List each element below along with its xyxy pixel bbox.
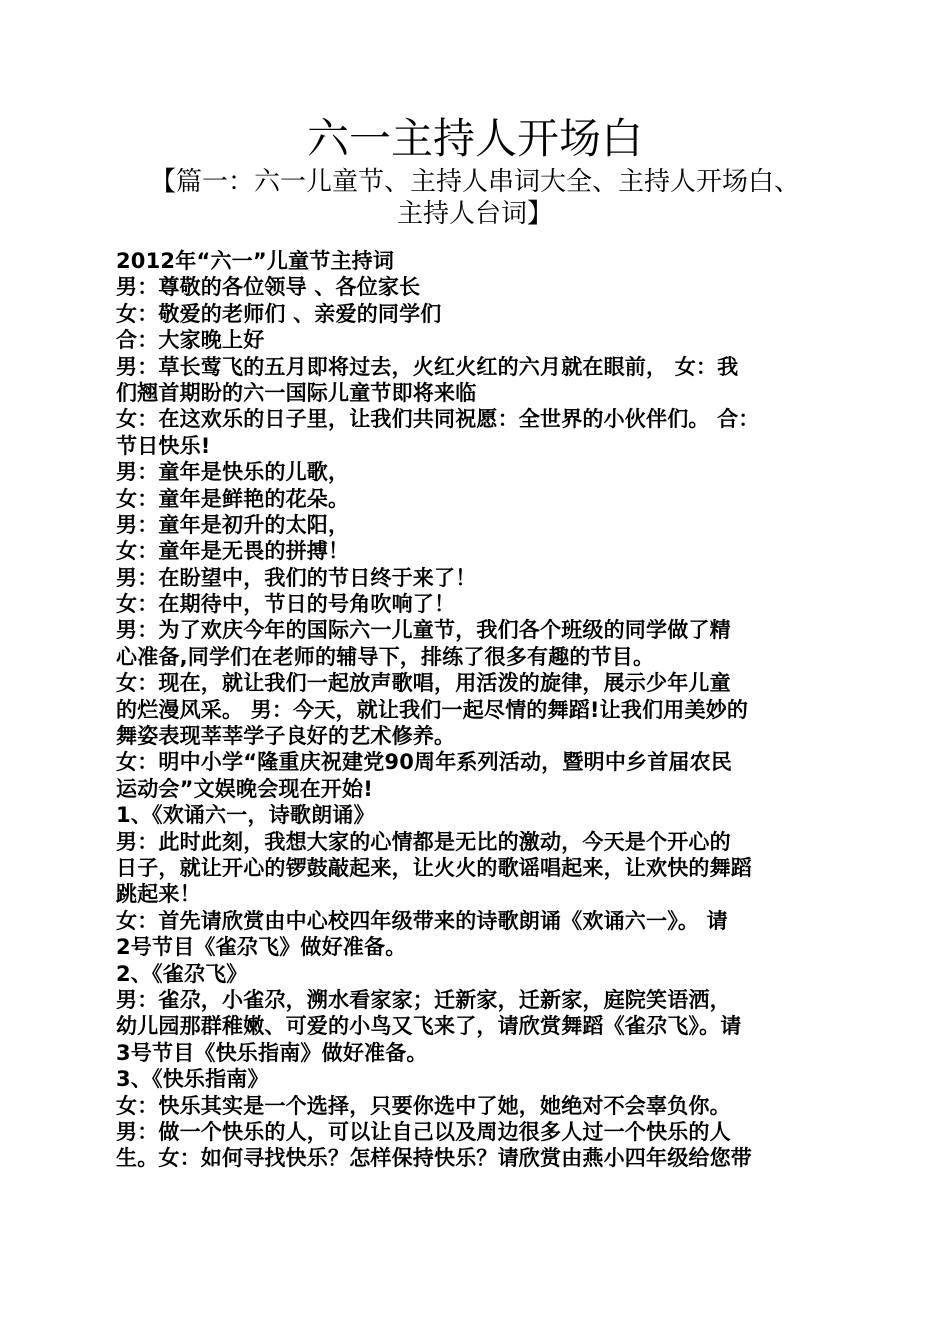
script-line: 女：明中小学“隆重庆祝建党90周年系列活动，暨明中乡首届农民 [116,750,733,775]
page-title: 六一主持人开场白 [306,114,643,163]
script-line: 2、《雀尕飞》 [116,961,248,986]
script-line: 男：此时此刻，我想大家的心情都是无比的激动，今天是个开心的 [116,829,731,854]
script-line: 们翘首期盼的六一国际儿童节即将来临 [116,380,477,405]
script-line: 3号节目《快乐指南》做好准备。 [116,1040,428,1065]
script-line: 运动会”文娱晚会现在开始! [116,776,373,801]
script-line: 男：为了欢庆今年的国际六一儿童节，我们各个班级的同学做了精 [116,618,731,643]
script-line: 的烂漫风采。 男：今天，就让我们一起尽情的舞蹈!让我们用美妙的 [116,697,749,722]
script-line: 2号节目《雀尕飞》做好准备。 [116,935,407,960]
subtitle [100,166,850,230]
script-line: 舞姿表现莘莘学子良好的艺术修养。 [116,724,456,749]
script-line: 女：童年是无畏的拼搏！ [116,539,350,564]
script-line: 生。女：如何寻找快乐？怎样保持快乐？请欣赏由燕小四年级给您带 [116,1146,752,1171]
script-line: 1、《欢诵六一，诗歌朗诵》 [116,803,375,828]
script-line: 女：在期待中，节日的号角吹响了！ [116,592,456,617]
script-line: 心准备,同学们在老师的辅导下，排练了很多有趣的节目。 [116,644,655,669]
script-line: 男：尊敬的各位领导 、各位家长 [116,275,421,300]
script-line: 男：童年是初升的太阳， [116,512,350,537]
script-body [116,248,844,1172]
script-line: 男：童年是快乐的儿歌， [116,460,350,485]
subtitle-line: 主持人台词】 [396,199,553,229]
script-line: 女：快乐其实是一个选择，只要你选中了她，她绝对不会辜负你。 [116,1093,731,1118]
script-line: 3、《快乐指南》 [116,1067,269,1092]
script-line: 男：雀尕，小雀尕，溯水看家家；迁新家，迁新家，庭院笑语洒， [116,987,731,1012]
script-line: 2012年“六一”儿童节主持词 [116,249,395,273]
script-line: 女：敬爱的老师们 、亲爱的同学们 [116,301,442,326]
script-line: 女：现在，就让我们一起放声歌唱，用活泼的旋律，展示少年儿童 [116,671,731,696]
script-line: 男：做一个快乐的人，可以让自己以及周边很多人过一个快乐的人 [116,1119,731,1144]
script-line: 男：草长莺飞的五月即将过去，火红火红的六月就在眼前， 女：我 [116,354,739,379]
script-line: 日子，就让开心的锣鼓敲起来，让火火的歌谣唱起来，让欢快的舞蹈 [116,855,752,880]
script-line: 女：童年是鲜艳的花朵。 [116,486,350,511]
script-line: 男：在盼望中，我们的节日终于来了！ [116,565,477,590]
script-line: 节日快乐! [116,433,211,458]
script-line: 女：首先请欣赏由中心校四年级带来的诗歌朗诵《欢诵六一》。 请 [116,908,728,933]
subtitle-line: 【篇一：六一儿童节、主持人串词大全、主持人开场白、 [149,167,800,197]
script-line: 幼儿园那群稚嫩、可爱的小鸟又飞来了，请欣赏舞蹈《雀尕飞》。请 [116,1014,742,1039]
script-line: 女：在这欢乐的日子里，让我们共同祝愿：全世界的小伙伴们。 合： [116,407,760,432]
script-line: 跳起来！ [116,882,201,907]
script-line: 合：大家晚上好 [116,328,265,353]
